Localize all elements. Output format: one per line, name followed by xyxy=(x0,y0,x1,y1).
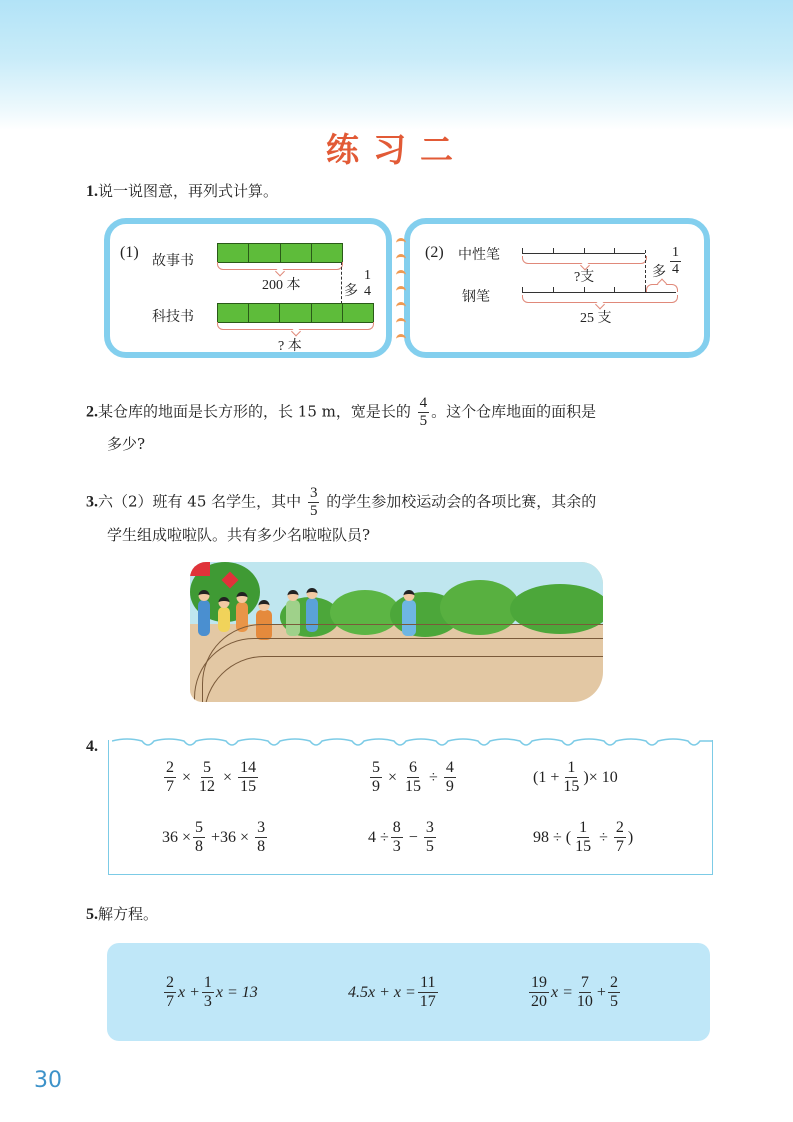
story-books-bar xyxy=(217,243,343,263)
science-books-bar xyxy=(217,303,374,323)
fountain-pens-total: 25 支 xyxy=(580,311,612,326)
page-number: 30 xyxy=(34,1068,62,1093)
question-number: 2. xyxy=(86,403,98,421)
part-label: (2) xyxy=(425,244,444,261)
question-5 xyxy=(86,903,158,926)
question-number: 3. xyxy=(86,493,98,511)
expression-4-6: 98 ÷ ( $\frac{1}{15}$ ÷ $\frac{2}{7}$ ) xyxy=(533,819,634,855)
page-title: 练习二 xyxy=(326,130,467,169)
question-3: 3.六（2）班有 45 名学生，其中 $\frac{3}{5}$ 的学生参加校运动会的各项比赛，其余的 xyxy=(86,485,597,519)
story-books-total: 200 本 xyxy=(262,278,301,293)
gel-pens-total: ?支 xyxy=(574,270,595,285)
brace xyxy=(217,262,343,270)
question-number: 5. xyxy=(86,906,98,923)
equation-2: 4.5x + x = $\frac{11}{17}$ xyxy=(348,974,436,1010)
brace xyxy=(646,284,678,292)
science-books-total: ? 本 xyxy=(278,339,302,354)
fraction-one-quarter: 1 4 xyxy=(364,268,371,299)
more-label: 多 xyxy=(652,264,666,280)
gel-pens-line xyxy=(522,253,645,254)
equation-3: $\frac{19}{20}$ x = $\frac{7}{10}$ + $\frac{2}{5}$ xyxy=(531,974,618,1010)
row-label-gel-pens: 中性笔 xyxy=(458,247,500,263)
question-text: 说一说图意，再列式计算。 xyxy=(98,182,279,200)
equation-1: $\frac{2}{7}$ x + $\frac{1}{3}$ x = 13 xyxy=(166,974,258,1010)
expression-4-4: 36 × $\frac{5}{8}$ +36 × $\frac{3}{8}$ xyxy=(162,819,266,855)
brace xyxy=(217,322,374,330)
part-label: (1) xyxy=(120,244,139,261)
fraction: $\frac{3}{5}$ xyxy=(309,485,318,519)
dashed-guide xyxy=(341,262,342,304)
expression-4-2: $\frac{5}{9}$ × $\frac{6}{15}$ ÷ $\frac{4}{9}$ xyxy=(372,759,454,795)
row-label-fountain-pens: 钢笔 xyxy=(462,289,490,305)
binding-rings xyxy=(394,238,408,348)
question-2-line2: 多少? xyxy=(107,435,146,453)
question-number: 1. xyxy=(86,183,98,200)
row-label-story-books: 故事书 xyxy=(152,253,194,269)
question-number: 4. xyxy=(86,738,98,755)
expression-4-1: $\frac{2}{7}$ × $\frac{5}{12}$ × $\frac{14}{15}$ xyxy=(166,759,257,795)
expression-4-3: (1 + $\frac{1}{15}$ )× 10 xyxy=(533,759,618,795)
question-text: 解方程。 xyxy=(98,905,159,923)
brace xyxy=(522,295,678,303)
fraction: $\frac{4}{5}$ xyxy=(419,395,428,429)
brace xyxy=(522,256,647,264)
fraction-one-quarter: $\frac{1}{4}$ xyxy=(672,245,679,277)
header-band xyxy=(0,0,793,130)
question-1 xyxy=(86,180,278,203)
row-label-science-books: 科技书 xyxy=(152,309,194,325)
question-3-line2: 学生组成啦啦队。共有多少名啦啦队员? xyxy=(107,526,371,544)
expression-4-5: 4 ÷ $\frac{8}{3}$ − $\frac{3}{5}$ xyxy=(368,819,434,855)
question-2: 2.某仓库的地面是长方形的，长 15 m，宽是长的 $\frac{4}{5}$ 。这个仓库地面的面积是 xyxy=(86,395,597,429)
sports-meet-illustration xyxy=(190,562,603,702)
more-label: 多 xyxy=(344,283,358,299)
fountain-pens-line xyxy=(522,292,676,293)
question-4 xyxy=(86,735,98,758)
